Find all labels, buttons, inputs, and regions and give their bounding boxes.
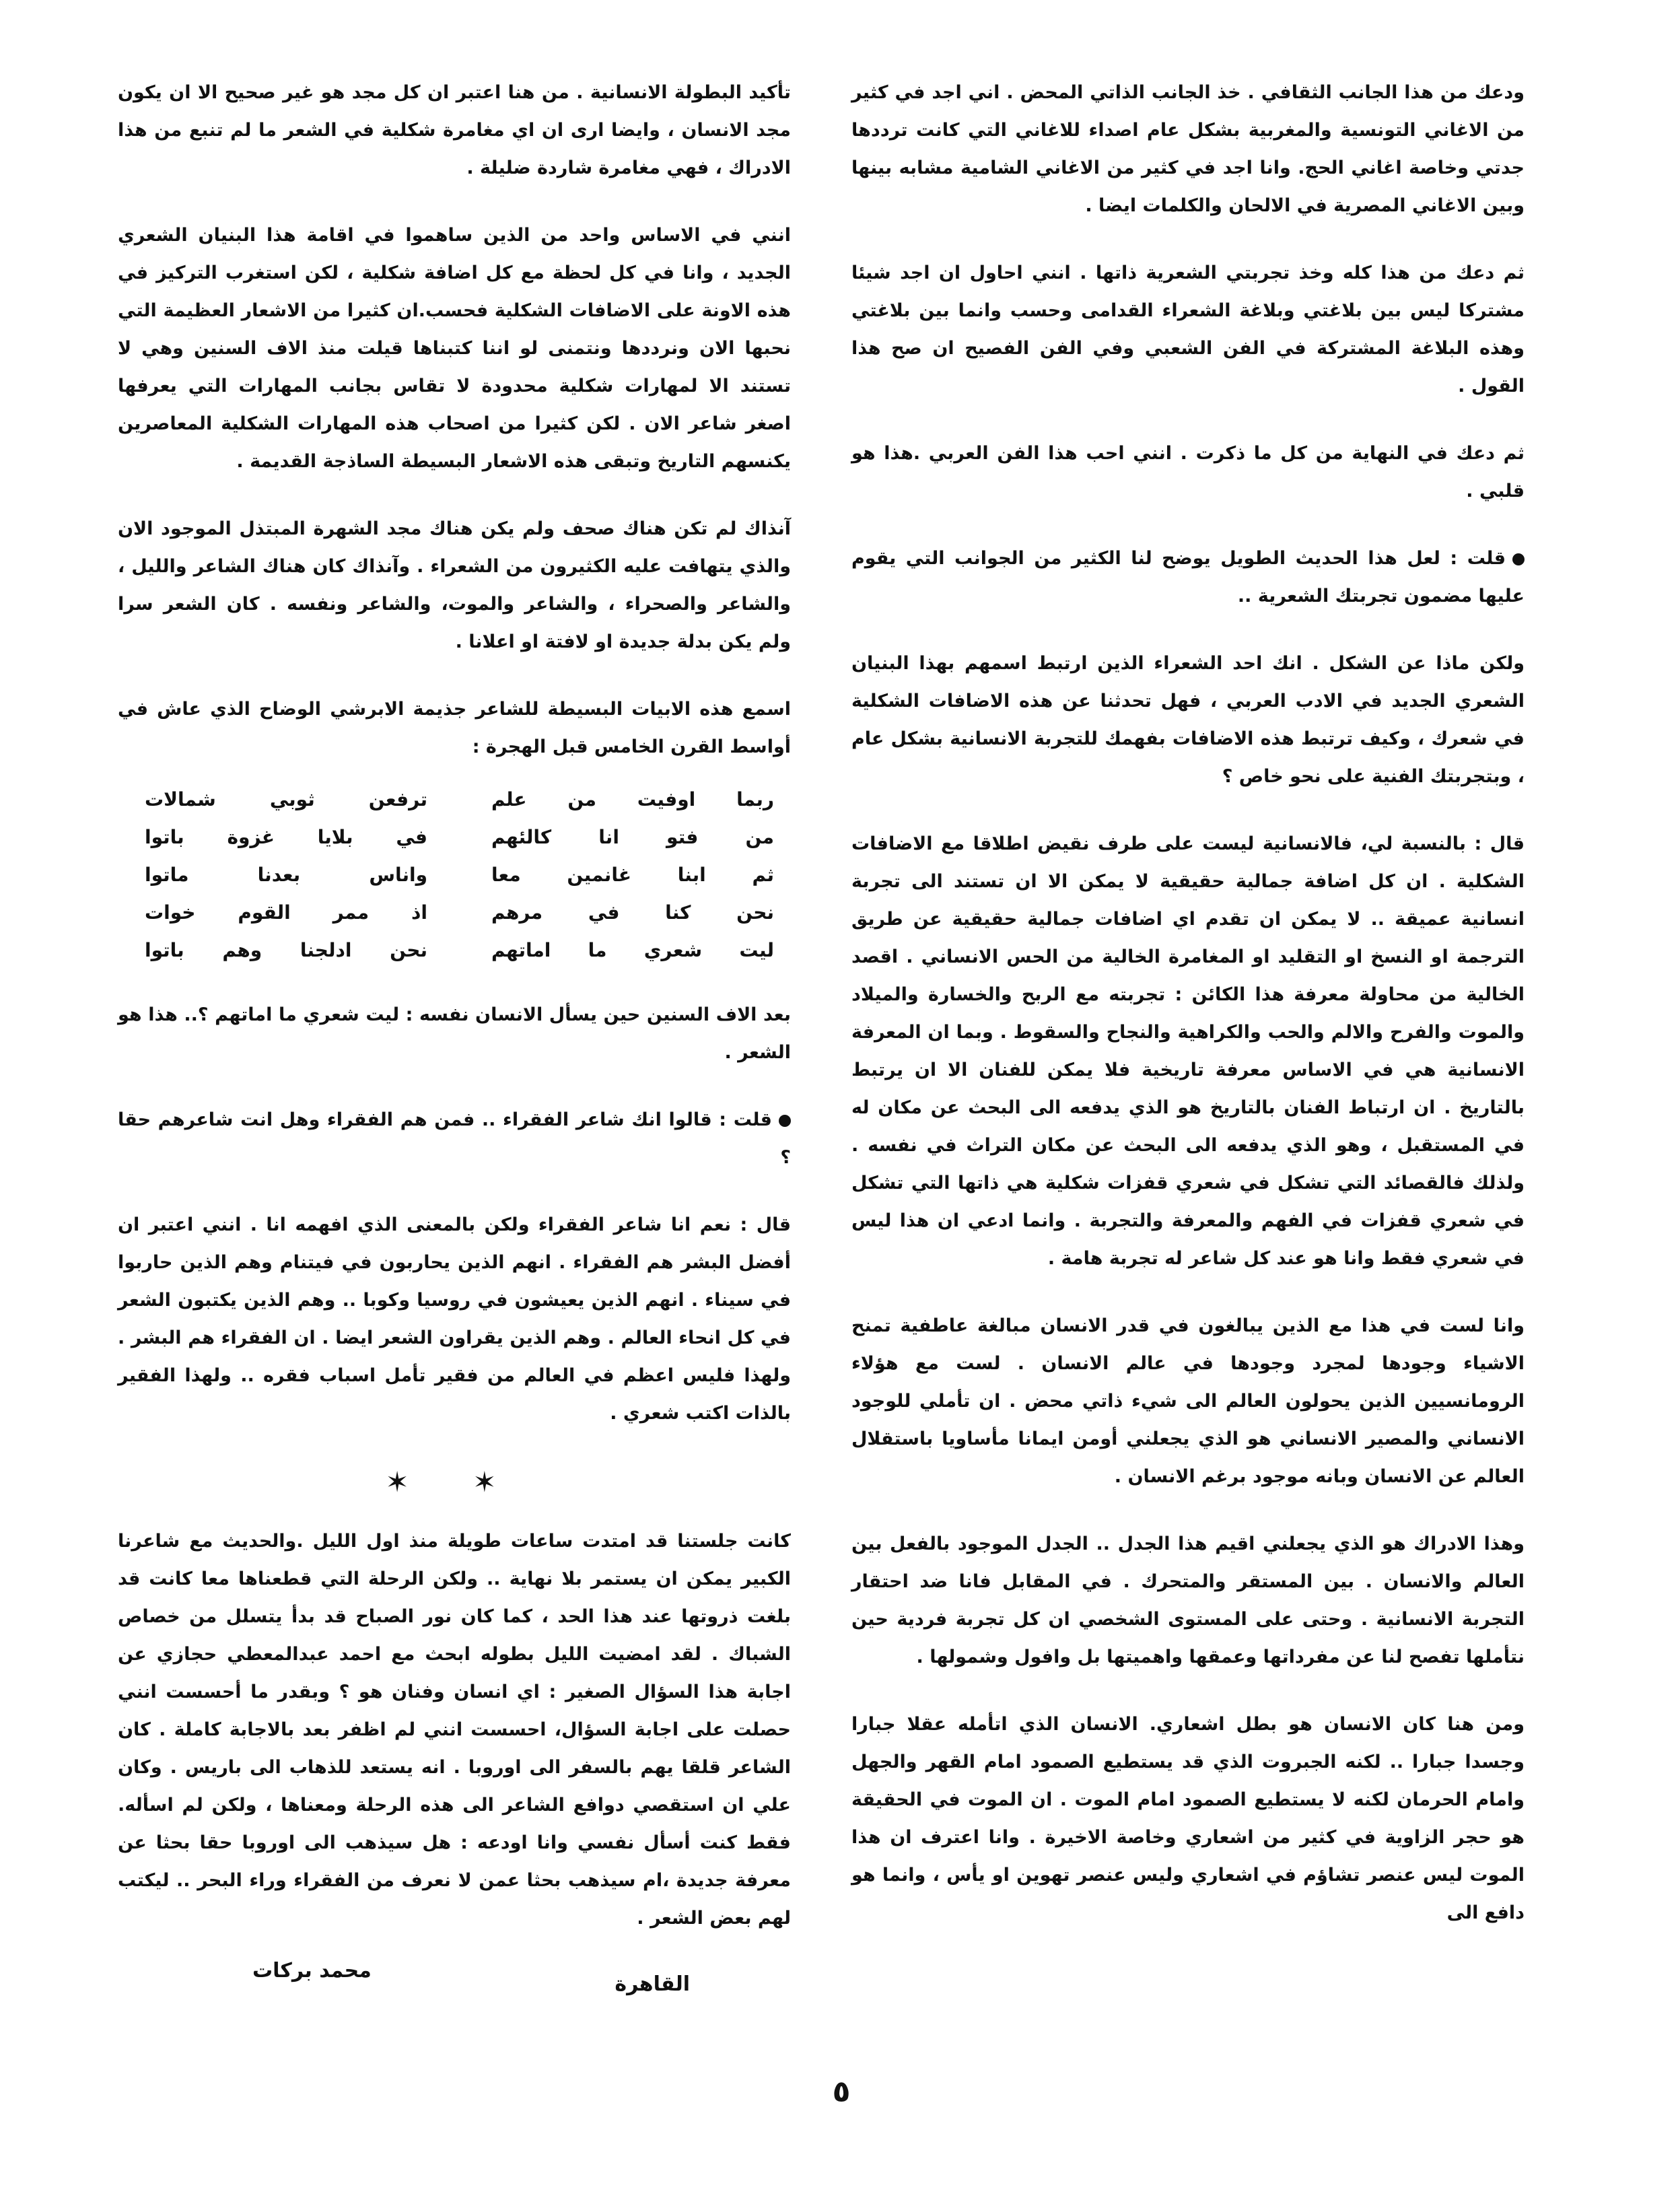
- right-column: [851, 74, 1525, 1962]
- poem-verse: [118, 781, 791, 819]
- paragraph: بعد الاف السنين حين يسأل الانسان نفسه : ليت شعري ما اماتهم ؟.. هذا هو الشعر .: [118, 1004, 791, 1063]
- verse-first-hemistich: من فتو انا كالئهم: [491, 826, 774, 848]
- verse-second-hemistich: واناس بعدنا ماتوا: [145, 864, 427, 886]
- poem-block: [118, 781, 791, 969]
- paragraph: قال : بالنسبة لي، فالانسانية ليست على طرف نقيض اطلاقا مع الاضافات الشكلية . ان كل اضافة جمالية حقيقية لا يمكن الا ان تستند الى تجربة انسانية عميقة .. لا يمكن ان تقدم اي اضافات جمالية حقيقية عن طريق الترجمة او النسخ او التقليد او المغامرة الخالية من الحس الانساني . اقصد الخالية من محاولة معرفة هذا الكائن : تجربته مع الربح والخسارة والميلاد والموت والفرح والالم والحب والكراهية والنجاح والسقوط . وبما ان المعرفة الانسانية هي في الاساس معرفة تاريخية فلا يمكن للفنان الا ان يرتبط بالتاريخ . ان ارتباط الفنان بالتاريخ هو الذي يدفعه الى البحث عن مكان له في المستقبل ، وهو الذي يدفعه الى البحث عن مكان التراث في نفسه . ولذلك فالقصائد التي تشكل في شعري قفزات شكلية هي ذاتها التي تشكل في شعري قفزات في الفهم والمعرفة والتجربة . وانما ادعي ان هذا ليس في شعري فقط وانا هو عند كل شاعر له تجربة هامة .: [851, 833, 1525, 1269]
- paragraph: ثم دعك من هذا كله وخذ تجربتي الشعرية ذاتها . انني احاول ان اجد شيئا مشتركا ليس بين بلاغتي وبلاغة الشعراء القدامى وحسب وانما بين بلاغتي وهذه البلاغة المشتركة في الفن الشعبي وفي الفن الفصيح ان صح هذا القول .: [851, 263, 1525, 396]
- bullet-icon: [779, 1115, 791, 1127]
- bullet-icon: [1512, 553, 1525, 565]
- paragraph: ودعك من هذا الجانب الثقافي . خذ الجانب الذاتي المحض . اني اجد في كثير من الاغاني التونسية والمغربية بشكل عام اصداء للاغاني التي كانت ترددها جدتي وخاصة اغاني الحج. وانا اجد في كثير من الاغاني الشامية مشابه بينها وبين الاغاني المصرية في الالحان والكلمات ايضا .: [851, 82, 1525, 216]
- verse-second-hemistich: نحن ادلجنا وهم باتوا: [145, 939, 427, 961]
- dateline-city: القاهرة: [615, 1972, 690, 1996]
- verse-first-hemistich: ليت شعري ما اماتهم: [491, 939, 774, 961]
- author-name: محمد بركات: [252, 1959, 372, 1982]
- verse-first-hemistich: ثم ابنا غانمين معا: [491, 864, 774, 886]
- paragraph: اسمع هذه الابيات البسيطة للشاعر جذيمة الابرشي الوضاح الذي عاش في أواسط القرن الخامس قبل الهجرة :: [118, 699, 791, 757]
- paragraph: ثم دعك في النهاية من كل ما ذكرت . انني احب هذا الفن العربي .هذا هو قلبي .: [851, 443, 1525, 502]
- paragraph: انني في الاساس واحد من الذين ساهموا في اقامة هذا البنيان الشعري الجديد ، وانا في كل لحظة مع كل اضافة شكلية ، لكن استغرب التركيز في هذه الاونة على الاضافات الشكلية فحسب.ان كثيرا من الاشعار العظيمة التي نحبها الان ونرددها ونتمنى لو اننا كتبناها قيلت منذ الاف السنين وهي لا تستند الا لمهارات شكلية محدودة لا تقاس بجانب المهارات التي يعرفها اصغر شاعر الان . لكن كثيرا من اصحاب هذه المهارات الشكلية المعاصرين يكنسهم التاريخ وتبقى هذه الاشعار البسيطة الساذجة القديمة .: [118, 225, 791, 472]
- question-text: قلت : قالوا انك شاعر الفقراء .. فمن هم الفقراء وهل انت شاعرهم حقا ؟: [118, 1109, 791, 1168]
- signature-block: [118, 1952, 791, 2003]
- page-number: ٥: [832, 2075, 851, 2109]
- question-paragraph: [851, 540, 1525, 615]
- paragraph: ولكن ماذا عن الشكل . انك احد الشعراء الذين ارتبط اسمهم بهذا البنيان الشعري الجديد في الادب العربي ، فهل تحدثنا عن هذه الاضافات الشكلية في شعرك ، وكيف ترتبط هذه الاضافات بفهمك للتجربة الانسانية بشكل عام ، وبتجربتك الفنية على نحو خاص ؟: [851, 653, 1525, 787]
- question-text: قلت : لعل هذا الحديث الطويل يوضح لنا الكثير من الجوانب التي يقوم عليها مضمون تجربتك الشعرية ..: [851, 548, 1525, 607]
- verse-first-hemistich: نحن كنا في مرهم: [491, 901, 774, 924]
- paragraph: وهذا الادراك هو الذي يجعلني اقيم هذا الجدل .. الجدل الموجود بالفعل بين العالم والانسان . بين المستقر والمتحرك . في المقابل فانا ضد احتقار التجربة الانسانية . وحتى على المستوى الشخصي ان كل تجربة فردية حين نتأملها تفصح لنا عن مفرداتها وعمقها واهميتها بل وافول وشمولها .: [851, 1533, 1525, 1667]
- verse-second-hemistich: اذ ممر القوم خوات: [145, 901, 427, 924]
- verse-second-hemistich: في بلايا غزوة باتوا: [145, 826, 427, 848]
- paragraph: ومن هنا كان الانسان هو بطل اشعاري. الانسان الذي اتأمله عقلا جبارا وجسدا جبارا .. لكنه الجبروت الذي قد يستطيع الصمود امام القهر والجهل وامام الحرمان لكنه لا يستطيع الصمود امام الموت . ان الموت في الحقيقة هو حجر الزاوية في كثير من اشعاري وخاصة الاخيرة . وانا اعترف ان هذا الموت ليس عنصر تشاؤم في اشعاري وليس عنصر تهوين او يأس ، وانما هو دافع الى: [851, 1714, 1525, 1923]
- left-column: [118, 74, 791, 2003]
- paragraph: آنذاك لم تكن هناك صحف ولم يكن هناك مجد الشهرة المبتذل الموجود الان والذي يتهافت عليه الكثيرون من الشعراء . وآنذاك كان هناك الشاعر والليل ، والشاعر والصحراء ، والشاعر والموت، والشاعر ونفسه . كان الشعر سرا ولم يكن بدلة جديدة او لافتة او اعلانا .: [118, 518, 791, 652]
- poem-verse: [118, 819, 791, 856]
- paragraph: قال : نعم انا شاعر الفقراء ولكن بالمعنى الذي افهمه انا . انني اعتبر ان أفضل البشر هم الفقراء . انهم الذين يحاربون في فيتنام وهم الذين حاربوا في سيناء . انهم الذين يعيشون في روسيا وكوبا .. وهم الذين يكتبون الشعر في كل انحاء العالم . وهم الذين يقراون الشعر ايضا . ان الفقراء هم البشر . ولهذا فليس اعظم في العالم من فقير تأمل اسباب فقره .. ولهذا الفقير بالذات اكتب شعري .: [118, 1214, 791, 1424]
- paragraph: تأكيد البطولة الانسانية . من هنا اعتبر ان كل مجد هو غير صحيح الا ان يكون مجد الانسان ، وايضا ارى ان اي مغامرة شكلية في الشعر ما لم تنبع من هذا الادراك ، فهي مغامرة شاردة ضليلة .: [118, 82, 791, 178]
- verse-second-hemistich: ترفعن ثوبي شمالات: [145, 788, 427, 810]
- poem-verse: [118, 856, 791, 894]
- section-divider-stars: ✶ ✶: [385, 1465, 524, 1498]
- verse-first-hemistich: ربما اوفيت من علم: [491, 788, 774, 810]
- poem-verse: [118, 932, 791, 969]
- question-paragraph: [118, 1101, 791, 1177]
- paragraph: كانت جلستنا قد امتدت ساعات طويلة منذ اول الليل .والحديث مع شاعرنا الكبير يمكن ان يستمر بلا نهاية .. ولكن الرحلة التي قطعناها معا كانت قد بلغت ذروتها عند هذا الحد ، كما كان نور الصباح قد بدأ يتسلل من خصاص الشباك . لقد امضيت الليل بطوله ابحث مع احمد عبدالمعطي حجازي عن اجابة هذا السؤال الصغير : اي انسان وفنان هو ؟ وبقدر ما أحسست انني حصلت على اجابة السؤال، احسست انني لم اظفر بعد بالاجابة كاملة . كان الشاعر قلقا يهم بالسفر الى اوروبا . انه يستعد للذهاب الى باريس . وكان علي ان استقصي دوافع الشاعر الى هذه الرحلة ومعناها ، ولكن لم اسأله. فقط كنت أسأل نفسي وانا اودعه : هل سيذهب الى اوروبا حقا بحثا عن معرفة جديدة ،ام سيذهب بحثا عمن لا نعرف من الفقراء وراء البحر .. ليكتب لهم بعض الشعر .: [118, 1531, 791, 1929]
- paragraph: وانا لست في هذا مع الذين يبالغون في قدر الانسان مبالغة عاطفية تمنح الاشياء وجودها لمجرد وجودها في عالم الانسان . لست مع هؤلاء الرومانسيين الذين يحولون العالم الى شيء ذاتي محض . ان تأملي للوجود الانساني والمصير الانساني هو الذي يجعلني أومن ايمانا مأساويا باستقلال العالم عن الانسان وبانه موجود برغم الانسان .: [851, 1315, 1525, 1487]
- poem-verse: [118, 894, 791, 932]
